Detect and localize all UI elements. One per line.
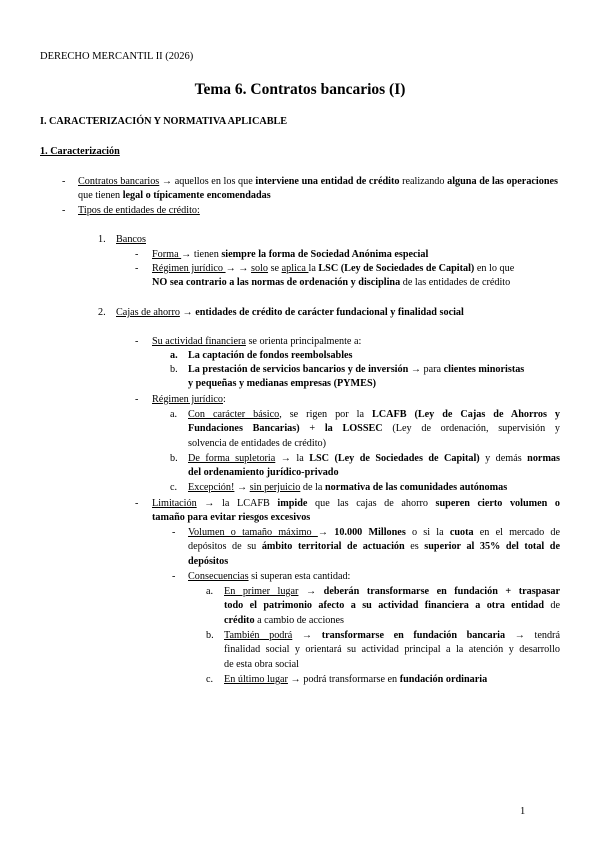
line: [188, 526, 560, 540]
text: Régimen jurídico: [152, 263, 226, 274]
text: clientes minoristas: [443, 364, 525, 375]
text: transformarse en fundación bancaria: [321, 630, 506, 641]
text: Con carácter básico: [188, 409, 280, 420]
text: si superan esta cantidad:: [248, 571, 351, 582]
text: es: [404, 541, 425, 553]
text: superior al 35% del total de: [424, 541, 560, 553]
text: LSC (Ley de Sociedades de Capital): [318, 263, 475, 274]
text: depósitos de su: [188, 541, 262, 553]
subsection-heading: 1. Caracterización: [40, 146, 120, 157]
text: De forma supletoria: [188, 453, 276, 464]
text: de las entidades de crédito: [400, 277, 511, 289]
text: se orienta principalmente a:: [245, 336, 362, 347]
text: normas: [527, 453, 560, 464]
text: o si la: [405, 527, 450, 538]
text: sin perjuicio: [249, 482, 301, 493]
regimen-a: [188, 408, 560, 451]
text: Fundaciones Bancarias): [188, 423, 300, 435]
document-header: DERECHO MERCANTIL II (2026): [40, 51, 194, 62]
dash-bullet: -: [172, 571, 176, 582]
line: finalidad social y orientará su actividad principal a la atención y desarrollo: [224, 644, 560, 656]
text: fundación ordinaria: [399, 674, 488, 685]
text: cuota: [449, 527, 474, 538]
text: entidades de crédito de carácter fundacional y finalidad social: [195, 307, 464, 318]
regimen-b: [188, 452, 560, 481]
text: interviene una entidad de crédito: [255, 176, 400, 187]
text: la: [308, 263, 319, 274]
text: En último lugar: [224, 674, 288, 685]
text: La prestación de servicios bancarios y de inversión: [188, 364, 409, 375]
text: solo: [251, 263, 269, 274]
text: → para: [408, 364, 444, 375]
text: se: [268, 263, 282, 274]
text: la LOSSEC: [324, 423, 383, 435]
text: →: [292, 630, 322, 641]
regimen-heading: [152, 393, 226, 407]
definition-paragraph: [78, 175, 558, 204]
text: impide: [277, 498, 308, 509]
line: solvencia de entidades de crédito): [188, 437, 327, 449]
line: de esta obra social: [224, 658, 299, 670]
text: →: [317, 527, 335, 538]
text: +: [299, 423, 325, 435]
text: →: [179, 307, 196, 318]
bancos-regimen: [152, 262, 562, 291]
line: [188, 540, 560, 554]
cajas-heading: [116, 306, 566, 320]
consecuencia-a: [224, 585, 560, 628]
line: [188, 452, 560, 466]
line: [188, 422, 560, 436]
text: realizando: [399, 176, 448, 187]
consecuencia-b: [224, 629, 560, 672]
text: → la: [275, 453, 310, 464]
line: tamaño para evitar riesgos excesivos: [152, 512, 311, 524]
text: Régimen jurídico: [152, 394, 224, 405]
dash-bullet: -: [135, 249, 139, 260]
text: LCAFB (Ley de Cajas de Ahorros y: [371, 409, 560, 420]
line: [224, 585, 560, 599]
list-letter: b.: [170, 364, 178, 375]
list-letter: b.: [170, 453, 178, 464]
line: [224, 614, 560, 628]
line: [152, 497, 560, 511]
text: → la LCAFB: [196, 498, 278, 509]
text: que tienen: [78, 190, 123, 202]
text: Volumen o tamaño máximo: [188, 527, 318, 538]
text: que las cajas de ahorro: [307, 498, 436, 509]
text: → podrá transformarse en: [287, 674, 400, 685]
text: → tienen: [181, 249, 222, 260]
actividad-a: La captación de fondos reembolsables: [188, 350, 353, 361]
line: del ordenamiento jurídico-privado: [188, 467, 339, 479]
text: aplica: [281, 263, 309, 274]
text: Forma: [152, 249, 182, 260]
page-title: Tema 6. Contratos bancarios (I): [194, 81, 406, 98]
bancos-label: Bancos: [116, 234, 146, 245]
list-letter: b.: [206, 630, 214, 641]
text: en lo que: [474, 263, 515, 274]
text: a cambio de acciones: [254, 614, 344, 626]
text: alguna de las operaciones: [447, 176, 559, 187]
dash-bullet: -: [135, 394, 139, 405]
text: → aquellos en los que: [159, 176, 256, 187]
text: y pequeñas y medianas empresas (PYMES): [188, 378, 377, 390]
text: todo el patrimonio afecto a su actividad financiera a otra entidad: [224, 600, 545, 612]
dash-bullet: -: [172, 527, 176, 538]
list-letter: a.: [170, 350, 178, 361]
bancos-forma: [152, 248, 562, 262]
text: Cajas de ahorro: [116, 307, 180, 318]
text: Limitación: [152, 498, 197, 509]
text: Excepción!: [188, 482, 235, 493]
section-heading: I. CARACTERIZACIÓN Y NORMATIVA APLICABLE: [40, 116, 288, 127]
dash-bullet: -: [62, 205, 66, 216]
text: siempre la forma de Sociedad Anónima especial: [221, 249, 429, 260]
types-heading: Tipos de entidades de crédito:: [78, 205, 200, 216]
text: :: [223, 394, 226, 405]
text: LSC (Ley de Sociedades de Capital): [309, 453, 480, 464]
text: Consecuencias: [188, 571, 249, 582]
dash-bullet: -: [135, 263, 139, 274]
line: depósitos: [188, 555, 229, 567]
list-number: 2.: [98, 307, 106, 318]
text: 10.000 Millones: [334, 527, 406, 538]
text: NO sea contrario a las normas de ordenación y disciplina: [152, 277, 401, 289]
actividad-intro: [152, 335, 562, 349]
text: Su actividad financiera: [152, 336, 246, 347]
text: superen cierto volumen o: [435, 498, 560, 509]
list-letter: c.: [206, 674, 214, 685]
text: deberán transformarse en fundación + traspasar: [323, 586, 561, 597]
text: También podrá: [224, 630, 293, 641]
list-letter: a.: [206, 586, 214, 597]
text: legal o típicamente encomendadas: [122, 190, 271, 202]
consecuencias-heading: [188, 570, 350, 584]
consecuencia-c: [224, 673, 560, 687]
text: en el mercado de: [473, 527, 561, 538]
list-letter: a.: [170, 409, 178, 420]
page-number: 1: [520, 806, 526, 817]
dash-bullet: -: [62, 176, 66, 187]
line: [224, 629, 560, 643]
line: [188, 408, 560, 422]
text: normativa de las comunidades autónomas: [324, 482, 508, 493]
text: ámbito territorial de actuación: [261, 541, 405, 553]
text: de: [544, 600, 560, 612]
text: (Ley de ordenación, supervisión y: [382, 423, 560, 435]
line: [224, 599, 560, 613]
limitacion-paragraph: [152, 497, 560, 526]
dash-bullet: -: [135, 498, 139, 509]
text: y demás: [479, 453, 528, 464]
text: , se rigen por la: [279, 409, 372, 420]
list-number: 1.: [98, 234, 106, 245]
regimen-c: [188, 481, 560, 495]
text: crédito: [224, 614, 255, 626]
volumen-maximo: [188, 526, 560, 569]
term-contratos-bancarios: Contratos bancarios: [78, 176, 160, 187]
list-letter: c.: [170, 482, 178, 493]
text: → →: [225, 263, 252, 274]
text: En primer lugar: [224, 586, 299, 597]
actividad-b: [188, 363, 560, 392]
dash-bullet: -: [135, 336, 139, 347]
text: →: [298, 586, 324, 597]
text: →: [234, 482, 250, 493]
text: de la: [300, 482, 325, 493]
text: → tendrá: [505, 630, 560, 641]
